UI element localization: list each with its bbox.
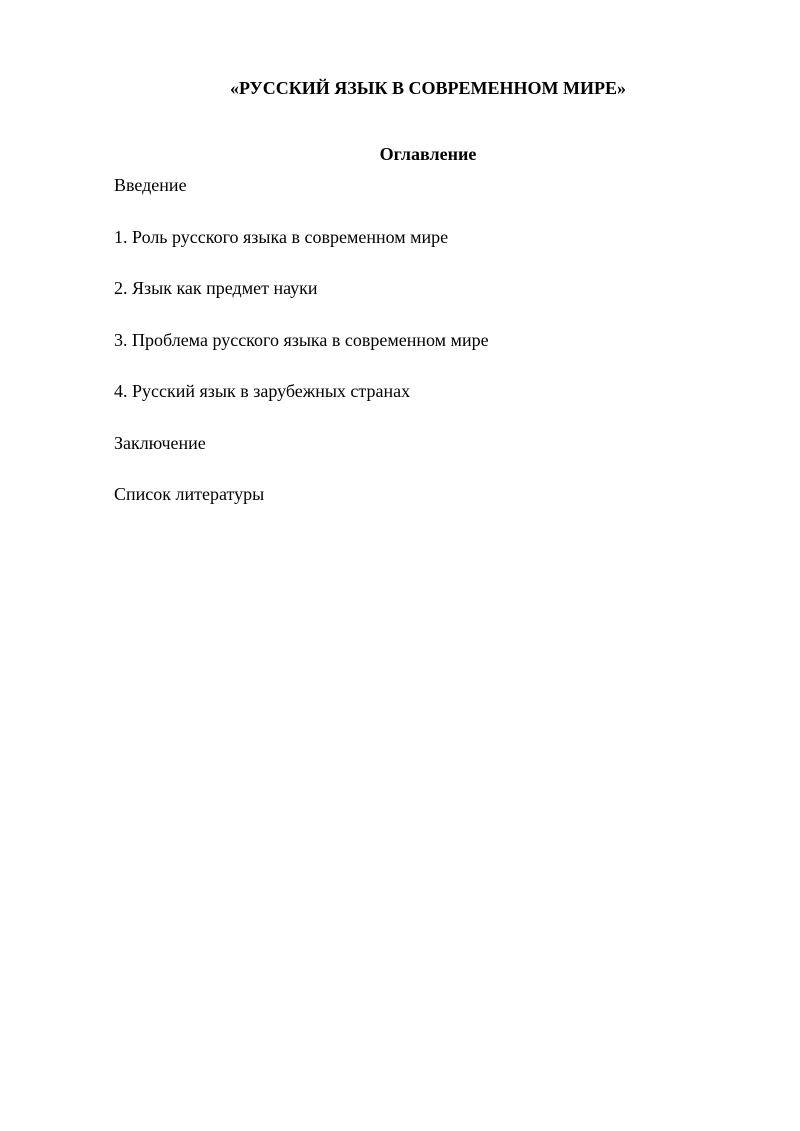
document-title: «РУССКИЙ ЯЗЫК В СОВРЕМЕННОМ МИРЕ» — [229, 78, 627, 98]
toc-item-bibliography: Список литературы — [114, 484, 265, 504]
toc-heading: Оглавление — [379, 144, 477, 164]
toc-item-conclusion: Заключение — [114, 432, 206, 453]
toc-item-chapter-2: 2. Язык как предмет науки — [114, 278, 318, 298]
toc-item-chapter-1: 1. Роль русского языка в современном мире — [114, 226, 449, 247]
toc-item-chapter-3: 3. Проблема русского языка в современном мире — [114, 329, 489, 350]
table-of-contents — [114, 174, 489, 535]
toc-item-introduction: Введение — [114, 175, 187, 195]
toc-item-chapter-4: 4. Русский язык в зарубежных странах — [114, 381, 411, 401]
